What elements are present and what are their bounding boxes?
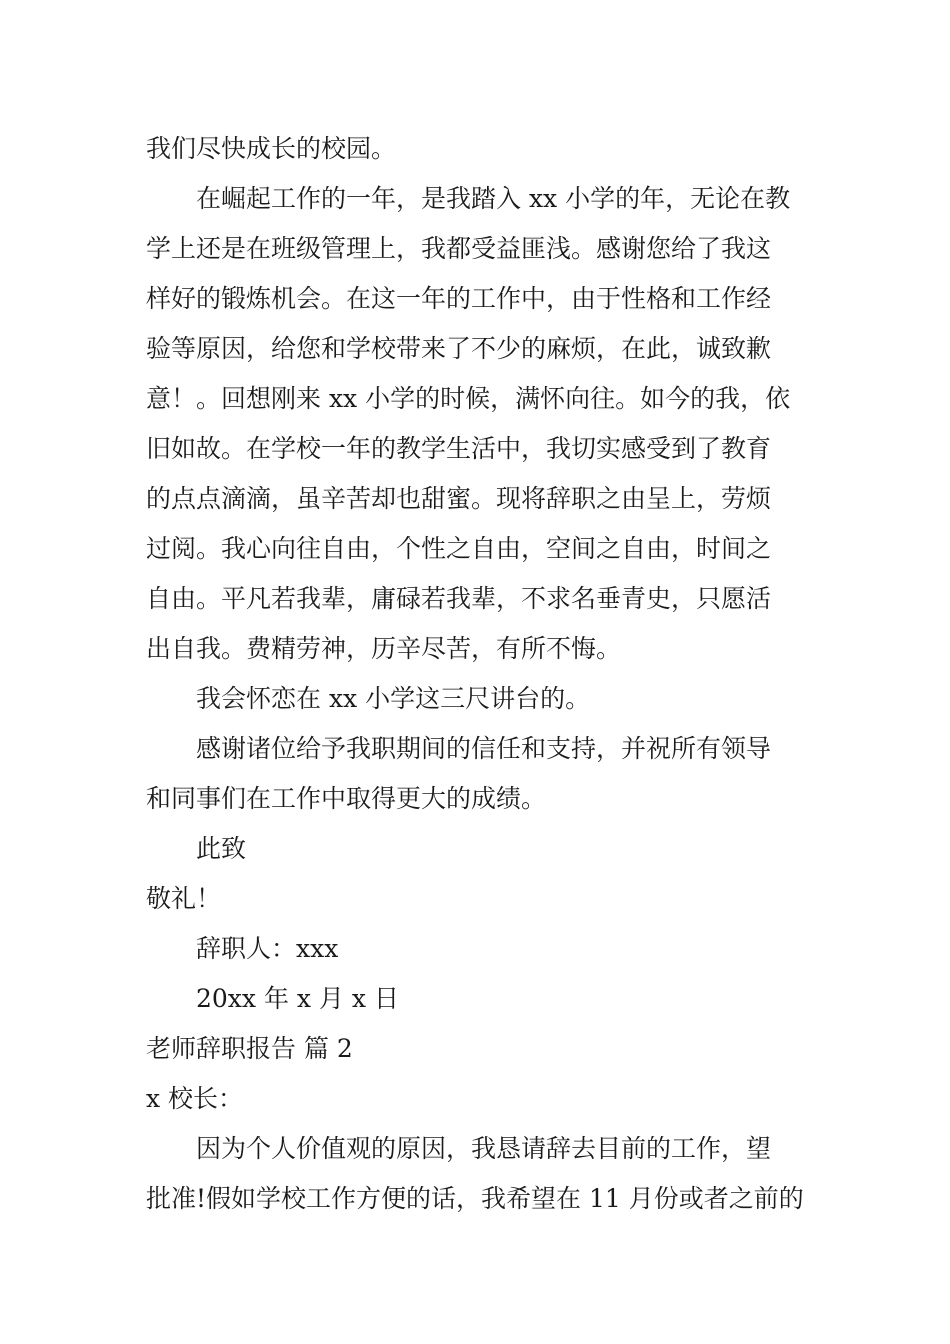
text-line: 因为个人价值观的原因，我恳请辞去目前的工作，望 [196, 1134, 772, 1163]
text-line: 样好的锻炼机会。在这一年的工作中，由于性格和工作经 [146, 284, 772, 313]
addressee-line: x 校长： [146, 1084, 244, 1113]
text-line: 的点点滴滴，虽辛苦却也甜蜜。现将辞职之由呈上，劳烦 [146, 484, 772, 513]
text-line: 旧如故。在学校一年的教学生活中，我切实感受到了教育 [146, 434, 772, 463]
text-line: 我会怀恋在 xx 小学这三尺讲台的。 [196, 684, 591, 713]
text-line: 验等原因，给您和学校带来了不少的麻烦，在此，诚致歉 [146, 334, 772, 363]
section-heading: 老师辞职报告 篇 2 [146, 1034, 353, 1063]
text-line: 自由。平凡若我辈，庸碌若我辈，不求名垂青史，只愿活 [146, 584, 772, 613]
text-line: 在崛起工作的一年，是我踏入 xx 小学的年，无论在教 [196, 184, 791, 213]
text-line: 感谢诸位给予我职期间的信任和支持，并祝所有领导 [196, 734, 772, 763]
text-line: 批准!假如学校工作方便的话，我希望在 11 月份或者之前的 [146, 1184, 804, 1213]
text-line: 出自我。费精劳神，历辛尽苦，有所不悔。 [146, 634, 622, 663]
text-line: 我们尽快成长的校园。 [146, 134, 397, 163]
document-body [146, 124, 806, 1224]
text-line: 过阅。我心向往自由，个性之自由，空间之自由，时间之 [146, 534, 772, 563]
text-line: 和同事们在工作中取得更大的成绩。 [146, 784, 547, 813]
date-line: 20xx 年 x 月 x 日 [196, 984, 399, 1013]
closing-salutation: 此致 [196, 834, 247, 863]
text-line: 学上还是在班级管理上，我都受益匪浅。感谢您给了我这 [146, 234, 772, 263]
closing-respect: 敬礼！ [146, 884, 222, 913]
text-line: 意！。回想刚来 xx 小学的时候，满怀向往。如今的我，依 [146, 384, 791, 413]
signature-line: 辞职人：xxx [196, 934, 339, 963]
